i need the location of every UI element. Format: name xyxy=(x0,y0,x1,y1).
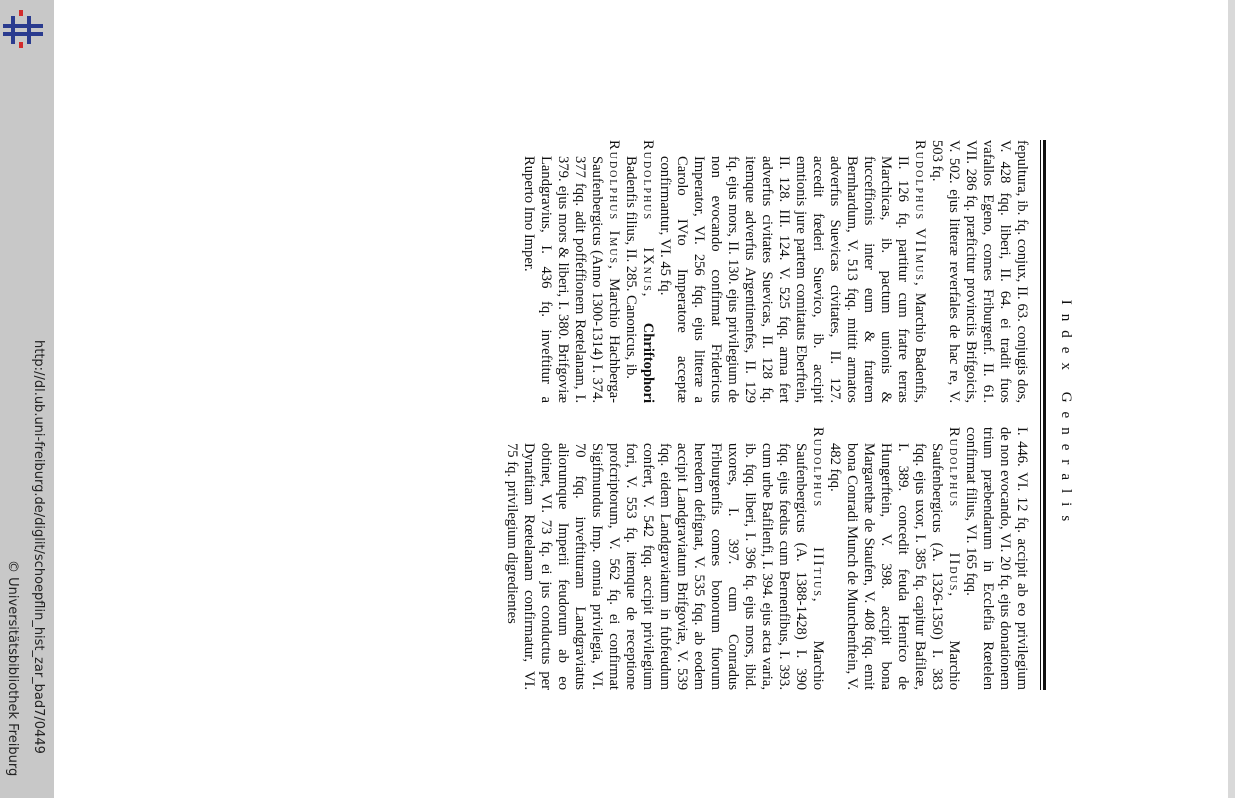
entry-text: Marchio Badenfis, II. 126 fq. partitur cum fratre terras Marchicas, ib. pactum unionis & fucceffionis inter eum & fratrem Bernhardum, V. 513 fqq. mittit armatos adverfus Suevicas civitates, II. 127. accedit fœderi Suevico, ib. accipit emtionis jure partem comitatus Eberftein, II. 128. III. 124. V. 525 fqq. arma fert adverfus civitates Suevicas, II. 128 fq. itemque adverfus Argentinenfes, II. 129 fq. ejus mors, II. 130. ejus privilegium de non evocando confirmat Fridericus Imperator, VI. 256 fqq. ejus litteræ a Carolo IVto Imperatore acceptæ confirmantur, VI. 45 fq. xyxy=(657,156,928,403)
entry-headword: Rudolphus IXnus, xyxy=(640,140,656,299)
entry-headword: Rudolphus IIItius, xyxy=(810,427,826,604)
index-entry xyxy=(520,140,622,403)
page-content xyxy=(292,140,1082,690)
right-scrollbar[interactable] xyxy=(1228,0,1235,798)
index-entry xyxy=(826,427,962,690)
left-column xyxy=(520,140,1030,403)
page-header xyxy=(1038,140,1082,690)
permalink-url[interactable]: http://dl.ub.uni-freiburg.de/diglit/schoepflin_hist_zar_bad7/0449 xyxy=(31,340,46,754)
entry-text: Marchio Saufenbergicus (A. 1388-1428) I. 390 fqq. ejus fœdus cum Bernenfibus, I. 393. cum urbe Bafilenfi, I. 394. ejus acta varia, ib. fqq. liberi, I. 396 fq. ejus mors, ibid. uxores, I. 397. cum Conradus Friburgenfis comes bonorum fuorum heredem defignat, V. 535 fqq. ab eodem accipit Landgraviatum Brifgoviæ, V. 539 fqq. eidem Landgraviatum in fubfeudum confert, V. 542 fqq. accipit privilegium fori, V. 553 fq. itemque de receptione profcriptorum, V. 562 fq. ei confirmat Sigifmundus Imp. omnia privilegia, VI. 70 fqq. inveftituram Landgraviatus aliorumque Imperii feudorum ab eo obtinet, VI. 73 fq. ei jus conductus per Dynaftiam Rœtelanam confirmatur, VI. 75 fq. privilegium digredientes xyxy=(504,443,826,691)
index-entry xyxy=(503,427,826,690)
entry-headword: Rudolphus IIdus, xyxy=(946,427,962,598)
entry-bold-name: Chriftophori xyxy=(640,298,656,403)
index-entry-continuation: I. 446. VI. 12 fq. accipit ab eo privilegium de non evocando, VI. 20 fq. ejus donationem trium præbendarum in Ecclefia Rœtelen confirmat filius, VI. 165 fqq. xyxy=(963,427,1030,690)
entry-text: Marchio Hachberga-Saufenbergicus (Anno 1300-1314) I. 374. 377 fqq. adit poffeffionem Rœtelanam, I. 379. ejus mors & liberi, I. 380. Brifgoviæ Landgravius, I. 436 fq. inveftitur a Ruperto Imo Imper. xyxy=(521,156,622,403)
index-entry xyxy=(656,140,928,403)
header-rule xyxy=(1044,140,1047,690)
entry-headword: Rudolphus VIImus, xyxy=(912,140,928,288)
index-entry xyxy=(622,140,656,403)
index-entry-continuation: fepultura, ib. fq. conjux, II. 63. conjugis dos, V. 428 fqq. liberi, II. 64. ei tradit fuos vafallos Egeno, comes Friburgenf. II. 61. VII. 286 fq. præficitur provinciis Brifgoicis, V. 502. ejus litteræ reverfales de hac re, V. 503 fq. xyxy=(929,140,1030,403)
entry-text: Marchio Saufenbergicus (A. 1326-1350) I. 383 fqq. ejus uxor, I. 385 fq. capitur Bafileæ, I. 389. concedit feuda Henrico de Hungerftein, V. 398. accipit bona Margarethæ de Staufen, V. 408 fqq. emit bona Conradi Munch de Munchenftein, V. 482 fqq. xyxy=(827,443,962,690)
entry-text: Badenfis filius, II. 285. Canonicus, ib. xyxy=(623,156,639,379)
entry-headword: Rudolphus Imus, xyxy=(606,140,622,271)
library-logo-icon xyxy=(3,10,45,50)
right-column xyxy=(503,427,1030,690)
header-rule-thin xyxy=(1040,140,1041,690)
running-head: Index Generalis xyxy=(1058,299,1074,531)
scanned-page xyxy=(292,140,1082,690)
copyright-notice: © Universitätsbibliothek Freiburg xyxy=(5,560,20,777)
viewer-sidebar xyxy=(0,0,54,798)
